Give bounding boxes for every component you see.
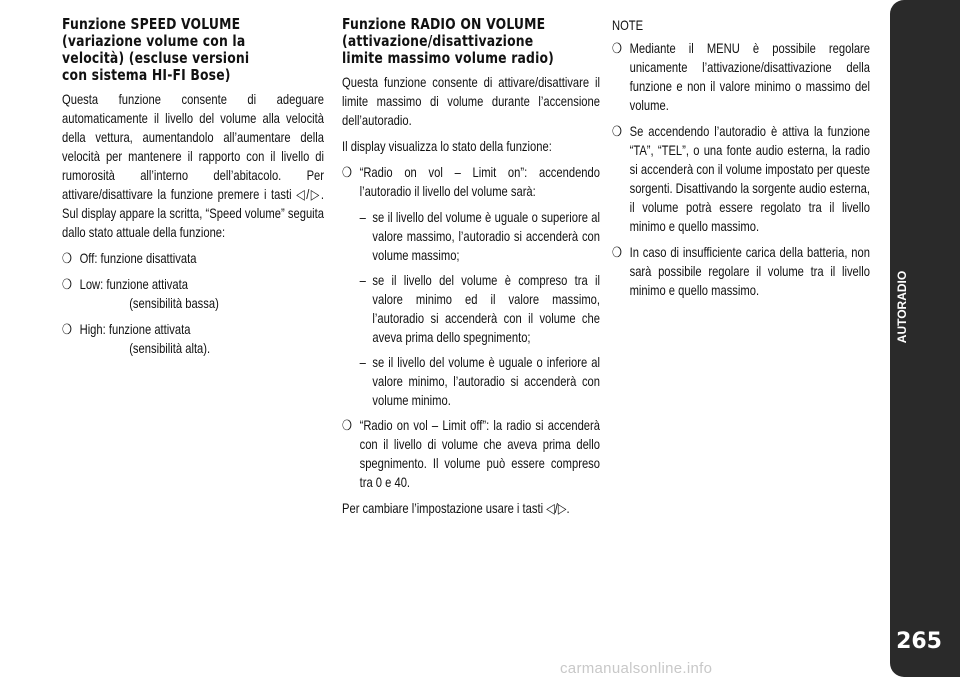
bullet-icon: ❍ — [612, 123, 623, 139]
radio-on-volume-description: Questa funzione consente di attivare/disattivare il limite massimo di volume durante l’accensione dell’autoradio. — [342, 74, 600, 128]
change-setting-text: Per cambiare l’impostazione usare i tasti ◁/▷. — [342, 500, 570, 516]
note-text: Mediante il MENU è possibile regolare unicamente l’attivazione/disattivazione della funzione e non il valore minimo o massimo del volume. — [629, 40, 870, 113]
bullet-icon: ❍ — [612, 40, 623, 56]
item-text: “Radio on vol – Limit on”: accendendo l’autoradio il livello del volume sarà: — [359, 164, 600, 199]
item-text: Low: funzione attivata — [79, 276, 188, 292]
speed-volume-heading — [62, 16, 324, 84]
speed-volume-section — [62, 16, 324, 365]
heading-line: velocità) (escluse versioni — [62, 49, 250, 67]
heading-line: Funzione SPEED VOLUME — [62, 15, 241, 33]
note-text: In caso di insufficiente carica della batteria, non sarà possibile regolare il volume tra il livello minimo e quello massimo. — [629, 244, 870, 298]
item-text: “Radio on vol – Limit off”: la radio si accenderà con il livello di volume che aveva prima dello spegnimento. Il volume può essere compreso tra 0 e 40. — [359, 417, 600, 490]
list-item — [342, 416, 600, 492]
bullet-icon: ❍ — [62, 321, 73, 337]
bullet-icon: ❍ — [342, 164, 353, 180]
dash-icon: – — [359, 209, 366, 225]
radio-on-volume-heading — [342, 16, 600, 67]
list-item — [62, 249, 324, 268]
item-detail: (sensibilità alta). — [129, 340, 211, 356]
display-status-text: Il display visualizza lo stato della funzione: — [342, 138, 552, 154]
speed-volume-description: Questa funzione consente di adeguare automaticamente il livello del volume alla velocità della vettura, aumentandolo all’aumentare della velocità per mantenere il rapporto con il livello di rumorosità all’interno dell’abitacolo. Per attivare/disattivare la funzione premere i tasti ◁/▷. Sul display appare la scritta, “Speed volume” seguita dallo stato attuale della funzione: — [62, 91, 324, 240]
heading-line: (attivazione/disattivazione — [342, 32, 534, 50]
item-detail: (sensibilità bassa) — [129, 295, 219, 311]
item-text: Off: funzione disattivata — [79, 250, 197, 266]
note-item — [612, 243, 870, 300]
note-text: Se accendendo l’autoradio è attiva la funzione “TA”, “TEL”, o una fonte audio esterna, la radio si accenderà con il volume impostato per queste sorgenti. Disattivando la sorgente audio esterna, il volume potrà essere regolato tra il livello minimo e quello massimo. — [629, 123, 870, 234]
radio-on-volume-section — [342, 16, 600, 525]
watermark: carmanualsonline.info — [560, 660, 713, 677]
item-text: High: funzione attivata — [79, 321, 191, 337]
page-number: 265 — [896, 629, 942, 654]
list-item — [342, 163, 600, 201]
heading-line: con sistema HI-FI Bose) — [62, 66, 231, 84]
sub-list-item — [342, 353, 600, 410]
note-item — [612, 122, 870, 236]
list-item — [62, 320, 324, 358]
sub-item-text: se il livello del volume è uguale o superiore al valore massimo, l’autoradio si accenderà con volume massimo; — [372, 209, 600, 263]
bullet-icon: ❍ — [62, 250, 73, 266]
dash-icon: – — [359, 354, 366, 370]
section-label: AUTORADIO — [894, 270, 909, 344]
sub-item-text: se il livello del volume è uguale o inferiore al valore minimo, l’autoradio si accenderà con volume minimo. — [372, 354, 600, 408]
notes-title: NOTE — [612, 17, 644, 33]
sub-list-item — [342, 208, 600, 265]
list-item — [62, 275, 324, 313]
heading-line: Funzione RADIO ON VOLUME — [342, 15, 546, 33]
bullet-icon: ❍ — [612, 244, 623, 260]
note-item — [612, 39, 870, 115]
heading-line: limite massimo volume radio) — [342, 49, 554, 67]
bullet-icon: ❍ — [62, 276, 73, 292]
heading-line: (variazione volume con la — [62, 32, 246, 50]
dash-icon: – — [359, 272, 366, 288]
sub-item-text: se il livello del volume è compreso tra il valore minimo ed il valore massimo, l’autoradio si accenderà con il volume che aveva prima dello spegnimento; — [372, 272, 600, 345]
section-tab — [890, 0, 960, 677]
bullet-icon: ❍ — [342, 417, 353, 433]
notes-section — [612, 16, 870, 307]
sub-list-item — [342, 271, 600, 347]
